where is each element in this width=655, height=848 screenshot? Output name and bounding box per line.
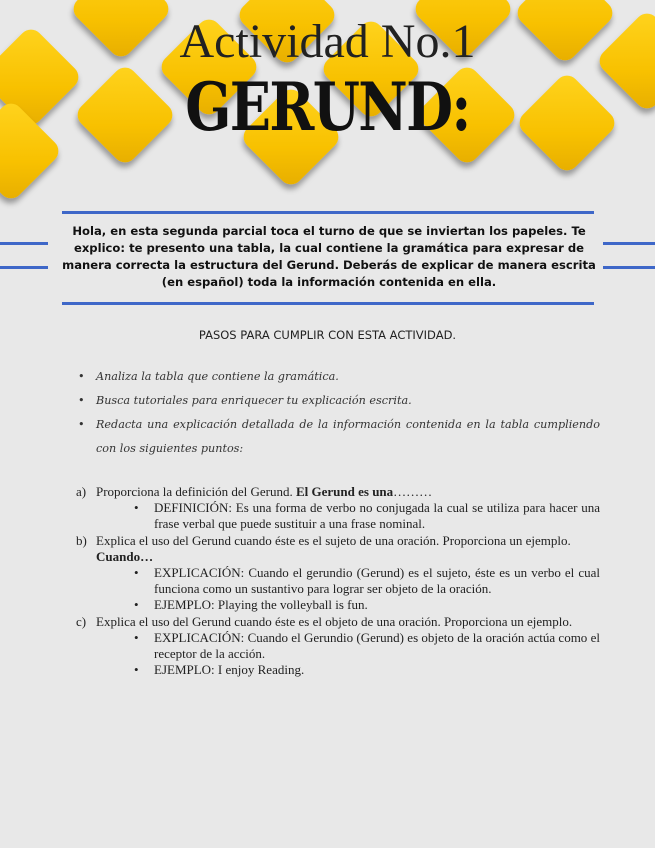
- list-item: • Analiza la tabla que contiene la gramática.: [78, 365, 600, 389]
- sub-list: [76, 500, 600, 532]
- bullet-icon: •: [78, 370, 85, 383]
- activity-title: Actividad No.1: [179, 15, 476, 68]
- intro-paragraph: Hola, en esta segunda parcial toca el turno de que se inviertan los papeles. Te explico: te presento una tabla, la cual contiene la gramática para expresar de manera correcta la estructura del Gerund. Deberás de explicar de manera escrita (en español) toda la información contenida en ella.: [62, 224, 596, 289]
- points-list: [76, 484, 600, 678]
- bullet-icon: •: [134, 597, 139, 613]
- list-item: • EJEMPLO: I enjoy Reading.: [134, 662, 305, 678]
- list-item: • EXPLICACIÓN: Cuando el gerundio (Gerund) es el sujeto, éste es un verbo el cual funciona como un sustantivo para lograr ser objeto de la oración.: [134, 565, 600, 597]
- bullet-icon: •: [134, 565, 139, 581]
- divider: [0, 266, 48, 269]
- bullet-icon: •: [134, 500, 139, 516]
- sub-list: [76, 565, 600, 614]
- divider: [603, 266, 655, 269]
- list-item: • EJEMPLO: Playing the volleyball is fun.: [134, 597, 368, 613]
- list-item: • DEFINICIÓN: Es una forma de verbo no conjugada la cual se utiliza para hacer una frase verbal que puede sustituir a una frase nominal.: [134, 500, 600, 532]
- page-title: GERUND:: [185, 68, 470, 146]
- divider: [0, 242, 48, 245]
- bullet-icon: •: [78, 418, 85, 431]
- bullet-icon: •: [78, 394, 85, 407]
- divider: [62, 211, 594, 214]
- list-item: • Redacta una explicación detallada de la información contenida en la tabla cumpliendo con los siguientes puntos:: [78, 413, 600, 461]
- list-item: • Busca tutoriales para enriquecer tu explicación escrita.: [78, 389, 600, 413]
- steps-heading: PASOS PARA CUMPLIR CON ESTA ACTIVIDAD.: [198, 328, 457, 342]
- divider: [603, 242, 655, 245]
- list-item: • EXPLICACIÓN: Cuando el Gerundio (Gerund) es objeto de la oración actúa como el receptor de la acción.: [134, 629, 600, 662]
- point-b: b) Explica el uso del Gerund cuando éste es el sujeto de una oración. Proporciona un ejemplo. Cuando…: [76, 532, 571, 564]
- sub-list: [76, 630, 600, 679]
- steps-list: [78, 365, 600, 461]
- divider: [62, 302, 594, 305]
- bullet-icon: •: [134, 662, 139, 678]
- point-a: a) Proporciona la definición del Gerund. El Gerund es una………: [76, 484, 433, 499]
- point-c: c) Explica el uso del Gerund cuando éste es el objeto de una oración. Proporciona un ejemplo.: [76, 613, 573, 629]
- bullet-icon: •: [134, 629, 139, 645]
